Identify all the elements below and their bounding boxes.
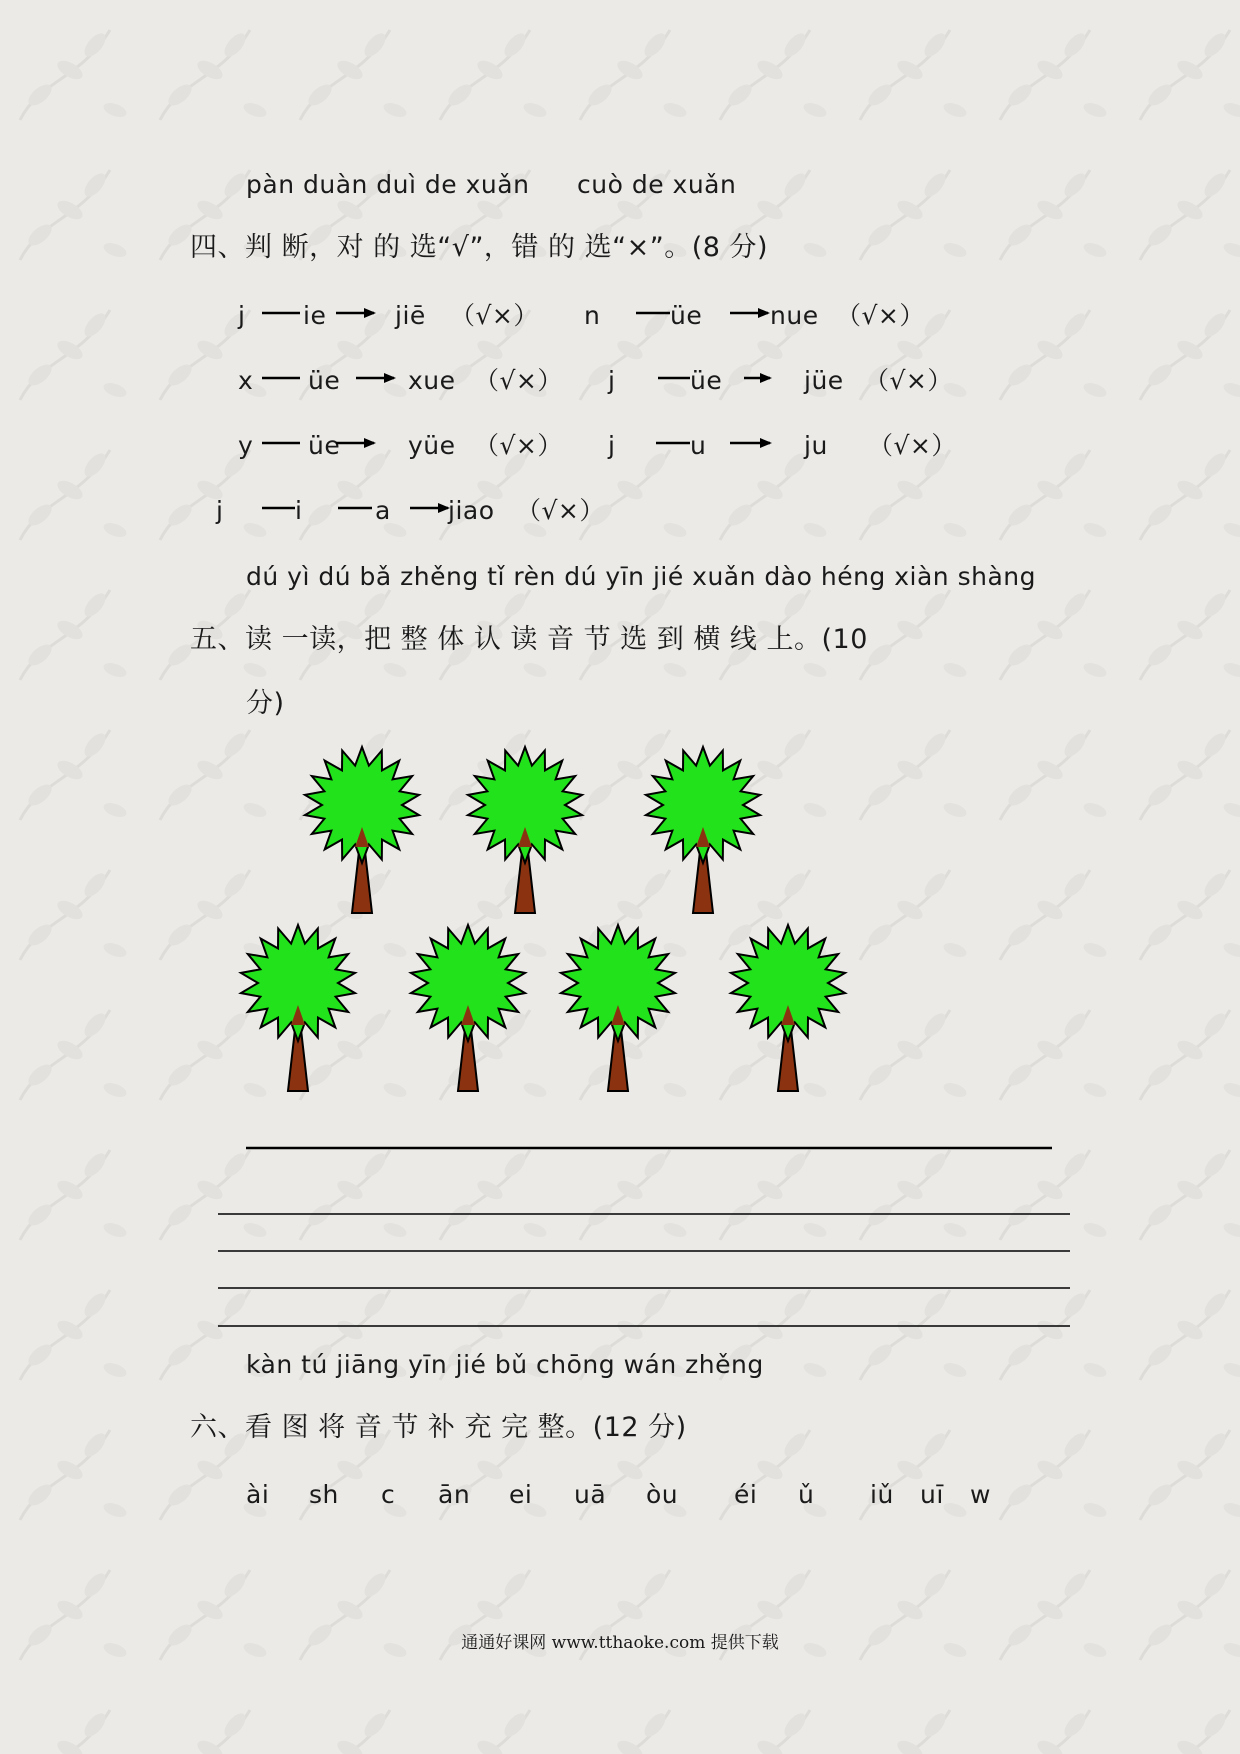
pinyin-line-judge-wrong: cuò de xuǎn [577,170,737,199]
exercise-7-result: jiao [448,496,495,525]
syllable-part: éi [734,1480,758,1509]
syllable-part: ān [438,1480,471,1509]
syllable-trees [241,747,845,1091]
exercise-7-middle: i [295,496,303,525]
syllable-part: ǔ [798,1480,815,1509]
pinyin-line-judge-right: pàn duàn duì de xuǎn [246,170,530,199]
exercise-2-initial: n [584,301,601,330]
exercise-3-final: üe [308,366,341,395]
syllable-part: uā [574,1480,607,1509]
section-6-title: 六、看 图 将 音 节 补 充 完 整。(12 分) [190,1412,687,1443]
exercise-3-choice[interactable]: （√×） [474,366,563,395]
exercise-5-choice[interactable]: （√×） [474,431,563,460]
section-5-title: 五、读 一读，把 整 体 认 读 音 节 选 到 横 线 上。(10 [190,624,868,655]
exercise-1-final: ie [303,301,327,330]
syllable-part: sh [309,1480,339,1509]
exercise-6-choice[interactable]: （√×） [868,431,957,460]
syllable-part: w [970,1480,991,1509]
exercise-7-initial: j [216,496,224,525]
exercise-4-final: üe [690,366,723,395]
exercise-6-result: ju [804,431,828,460]
exercise-2-result: nue [770,301,819,330]
exercise-2-choice[interactable]: （√×） [836,301,925,330]
exercise-5-result: yüe [408,431,456,460]
exercise-6-final: u [690,431,707,460]
syllable-part: c [381,1480,396,1509]
exercise-3-result: xue [408,366,456,395]
exercise-2-final: üe [670,301,703,330]
syllable-part: ei [509,1480,533,1509]
exercise-6-initial: j [608,431,616,460]
syllable-part: ài [246,1480,270,1509]
exercise-3-initial: x [238,366,254,395]
exercise-5-final: üe [308,431,341,460]
exercise-4-result: jüe [804,366,844,395]
exercise-1-choice[interactable]: （√×） [450,301,539,330]
exercise-1-result: jiē [395,301,426,330]
pinyin-line-instruction-5: dú yì dú bǎ zhěng tǐ rèn dú yīn jié xuǎn dào héng xiàn shàng [246,562,1036,591]
exercise-5-initial: y [238,431,254,460]
syllable-part: uī [920,1480,944,1509]
exercise-1-initial: j [238,301,246,330]
exercise-7-final: a [375,496,391,525]
exercise-4-initial: j [608,366,616,395]
syllable-part: iǔ [870,1480,894,1509]
section-5-title-cont: 分) [246,688,285,719]
exercise-7-choice[interactable]: （√×） [516,496,605,525]
exercise-4-choice[interactable]: （√×） [864,366,953,395]
pinyin-line-instruction-6: kàn tú jiāng yīn jié bǔ chōng wán zhěng [246,1350,764,1379]
section-4-title: 四、判 断，对 的 选“√”，错 的 选“×”。(8 分) [190,232,769,263]
syllable-part: òu [646,1480,679,1509]
footer-credit: 通通好课网 www.tthaoke.com 提供下载 [461,1633,779,1653]
